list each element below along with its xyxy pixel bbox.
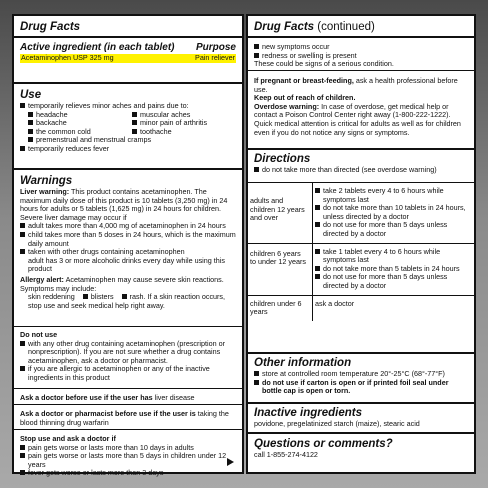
dosage-item: take 1 tablet every 4 to 6 hours while symptoms last bbox=[315, 248, 472, 265]
directions-header: Directions bbox=[254, 153, 311, 165]
divider bbox=[14, 404, 242, 405]
active-ingredient-name: Acetaminophen USP 325 mg bbox=[21, 53, 114, 62]
table-row bbox=[248, 183, 474, 243]
use-item: toothache bbox=[132, 128, 236, 137]
divider bbox=[14, 82, 242, 84]
allergy-alert: Allergy alert: Acetaminophen may cause severe skin reactions. Symptoms may include: bbox=[20, 274, 224, 293]
stop-use-header: Stop use and ask a doctor if bbox=[20, 434, 116, 443]
continued-label: (continued) bbox=[317, 21, 375, 33]
inactive-ingredients-section bbox=[248, 404, 474, 429]
warnings-header: Warnings bbox=[20, 175, 73, 187]
dosage-group: children 6 years to under 12 years bbox=[248, 243, 313, 295]
other-information-section bbox=[248, 354, 474, 396]
purpose-header: Purpose bbox=[195, 42, 236, 53]
overdose-warning: Overdose warning: In case of overdose, get medical help or contact a Poison Control Center right away (1-800-222-1222). Quick medical attention is critical for adults as well as for children even if you do not notice any signs or symptoms. bbox=[254, 101, 461, 137]
ask-pharmacist: Ask a doctor or pharmacist before use if the user is taking the blood thinning drug warfarin bbox=[20, 409, 229, 427]
dosage-group: adults and children 12 years and over bbox=[248, 183, 313, 243]
use-header: Use bbox=[20, 89, 42, 101]
use-fever: temporarily reduces fever bbox=[20, 145, 236, 154]
ask-doctor-section bbox=[14, 391, 242, 403]
liver-item: adult takes more than 4,000 mg of acetaminophen in 24 hours bbox=[20, 222, 236, 231]
liver-item: taken with other drugs containing acetaminophen bbox=[20, 248, 236, 257]
use-item: premenstrual and menstrual cramps bbox=[20, 136, 236, 145]
directions-table bbox=[248, 183, 474, 321]
serious-note: These could be signs of a serious condition. bbox=[254, 59, 394, 69]
purpose-value: Pain reliever bbox=[195, 53, 235, 62]
dosage-text: ask a doctor bbox=[315, 298, 355, 308]
do-not-use-item: if you are allergic to acetaminophen or any of the inactive ingredients in this product bbox=[20, 365, 236, 382]
divider bbox=[14, 326, 242, 327]
continued-stop-use bbox=[248, 40, 474, 69]
use-section bbox=[14, 86, 242, 154]
divider bbox=[14, 429, 242, 430]
panel-title: Drug Facts bbox=[20, 21, 81, 33]
liver-warning: Liver warning: This product contains acetaminophen. The maximum daily dose of this product is 10 tablets (3,250 mg) in 24 hours for adults or 5 tablets (1,625 mg) in 24 hours for children. Severe liver damage may occur if bbox=[20, 187, 228, 222]
drug-facts-left-panel bbox=[12, 14, 244, 478]
directions-intro: do not take more than directed (see overdose warning) bbox=[254, 166, 468, 175]
stop-use-item: new symptoms occur bbox=[254, 43, 468, 52]
inactive-ingredients-text: povidone, pregelatinized starch (maize), stearic acid bbox=[254, 419, 420, 428]
other-item: do not use if carton is open or if printed foil seal under bottle cap is open or torn. bbox=[254, 379, 468, 396]
use-item: the common cold bbox=[28, 128, 132, 137]
divider bbox=[14, 388, 242, 389]
active-ingredient-row bbox=[20, 54, 236, 63]
questions-section bbox=[248, 435, 474, 460]
use-item: muscular aches bbox=[132, 111, 236, 120]
active-ingredient-section bbox=[14, 38, 242, 63]
drug-facts-continued-title bbox=[248, 18, 474, 34]
allergy-symptoms: skin reddening blisters rash. If a skin reaction occurs, stop use and seek medical help right away. bbox=[28, 292, 226, 310]
table-row bbox=[248, 295, 474, 321]
drug-facts-right-panel bbox=[246, 14, 476, 474]
liver-item-sub: adult has 3 or more alcoholic drinks every day while using this product bbox=[28, 255, 225, 274]
dosage-item: do not use for more than 5 days unless directed by a doctor bbox=[315, 273, 472, 290]
liver-item: child takes more than 5 doses in 24 hours, which is the maximum daily amount bbox=[20, 231, 236, 248]
ask-pharmacist-section bbox=[14, 407, 242, 427]
divider bbox=[248, 70, 474, 71]
do-not-use-item: with any other drug containing acetaminophen (prescription or nonprescription). If you are not sure whether a drug contains acetaminophen, ask a doctor or pharmacist. bbox=[20, 340, 236, 366]
warnings-section bbox=[14, 172, 242, 310]
table-row bbox=[248, 243, 474, 295]
stop-use-item: pain gets worse or lasts more than 10 days in adults bbox=[20, 444, 236, 453]
dosage-item: do not use for more than 5 days unless directed by a doctor bbox=[315, 221, 472, 238]
pregnancy-section bbox=[248, 74, 474, 137]
stop-use-item: fever gets worse or lasts more than 3 days bbox=[20, 469, 236, 478]
keep-out-reach: Keep out of reach of children. bbox=[254, 93, 356, 103]
other-item: store at controlled room temperature 20°-25°C (68°-77°F) bbox=[254, 370, 468, 379]
directions-section bbox=[248, 150, 474, 175]
other-information-header: Other information bbox=[254, 357, 352, 369]
pregnancy-warning: If pregnant or breast-feeding, ask a health professional before use. bbox=[254, 76, 458, 94]
inactive-ingredients-header: Inactive ingredients bbox=[254, 407, 363, 419]
panel-title: Drug Facts bbox=[254, 21, 315, 33]
divider bbox=[248, 36, 474, 38]
drug-facts-title-section bbox=[14, 18, 242, 34]
ask-doctor: Ask a doctor before use if the user has liver disease bbox=[20, 393, 195, 402]
dosage-item: do not take more than 10 tablets in 24 hours, unless directed by a doctor bbox=[315, 204, 472, 221]
dosage-item: do not take more than 5 tablets in 24 hours bbox=[315, 265, 472, 274]
use-item: headache bbox=[28, 111, 132, 120]
divider bbox=[14, 168, 242, 170]
stop-use-section bbox=[14, 432, 242, 478]
use-intro: temporarily relieves minor aches and pains due to: bbox=[20, 102, 236, 111]
stop-use-item: redness or swelling is present bbox=[254, 52, 468, 61]
dosage-item: take 2 tablets every 4 to 6 hours while symptoms last bbox=[315, 187, 472, 204]
continue-arrow-icon bbox=[227, 458, 234, 466]
do-not-use-section bbox=[14, 328, 242, 383]
divider bbox=[248, 432, 474, 434]
active-ingredient-header: Active ingredient (in each tablet) bbox=[20, 42, 175, 53]
questions-phone: call 1-855-274-4122 bbox=[254, 450, 318, 459]
use-item: backache bbox=[28, 119, 132, 128]
do-not-use-header: Do not use bbox=[20, 330, 58, 339]
dosage-group: children under 6 years bbox=[248, 295, 313, 321]
use-item: minor pain of arthritis bbox=[132, 119, 236, 128]
questions-header: Questions or comments? bbox=[254, 438, 393, 450]
stop-use-item: pain gets worse or lasts more than 5 days in children under 12 years bbox=[20, 452, 236, 469]
